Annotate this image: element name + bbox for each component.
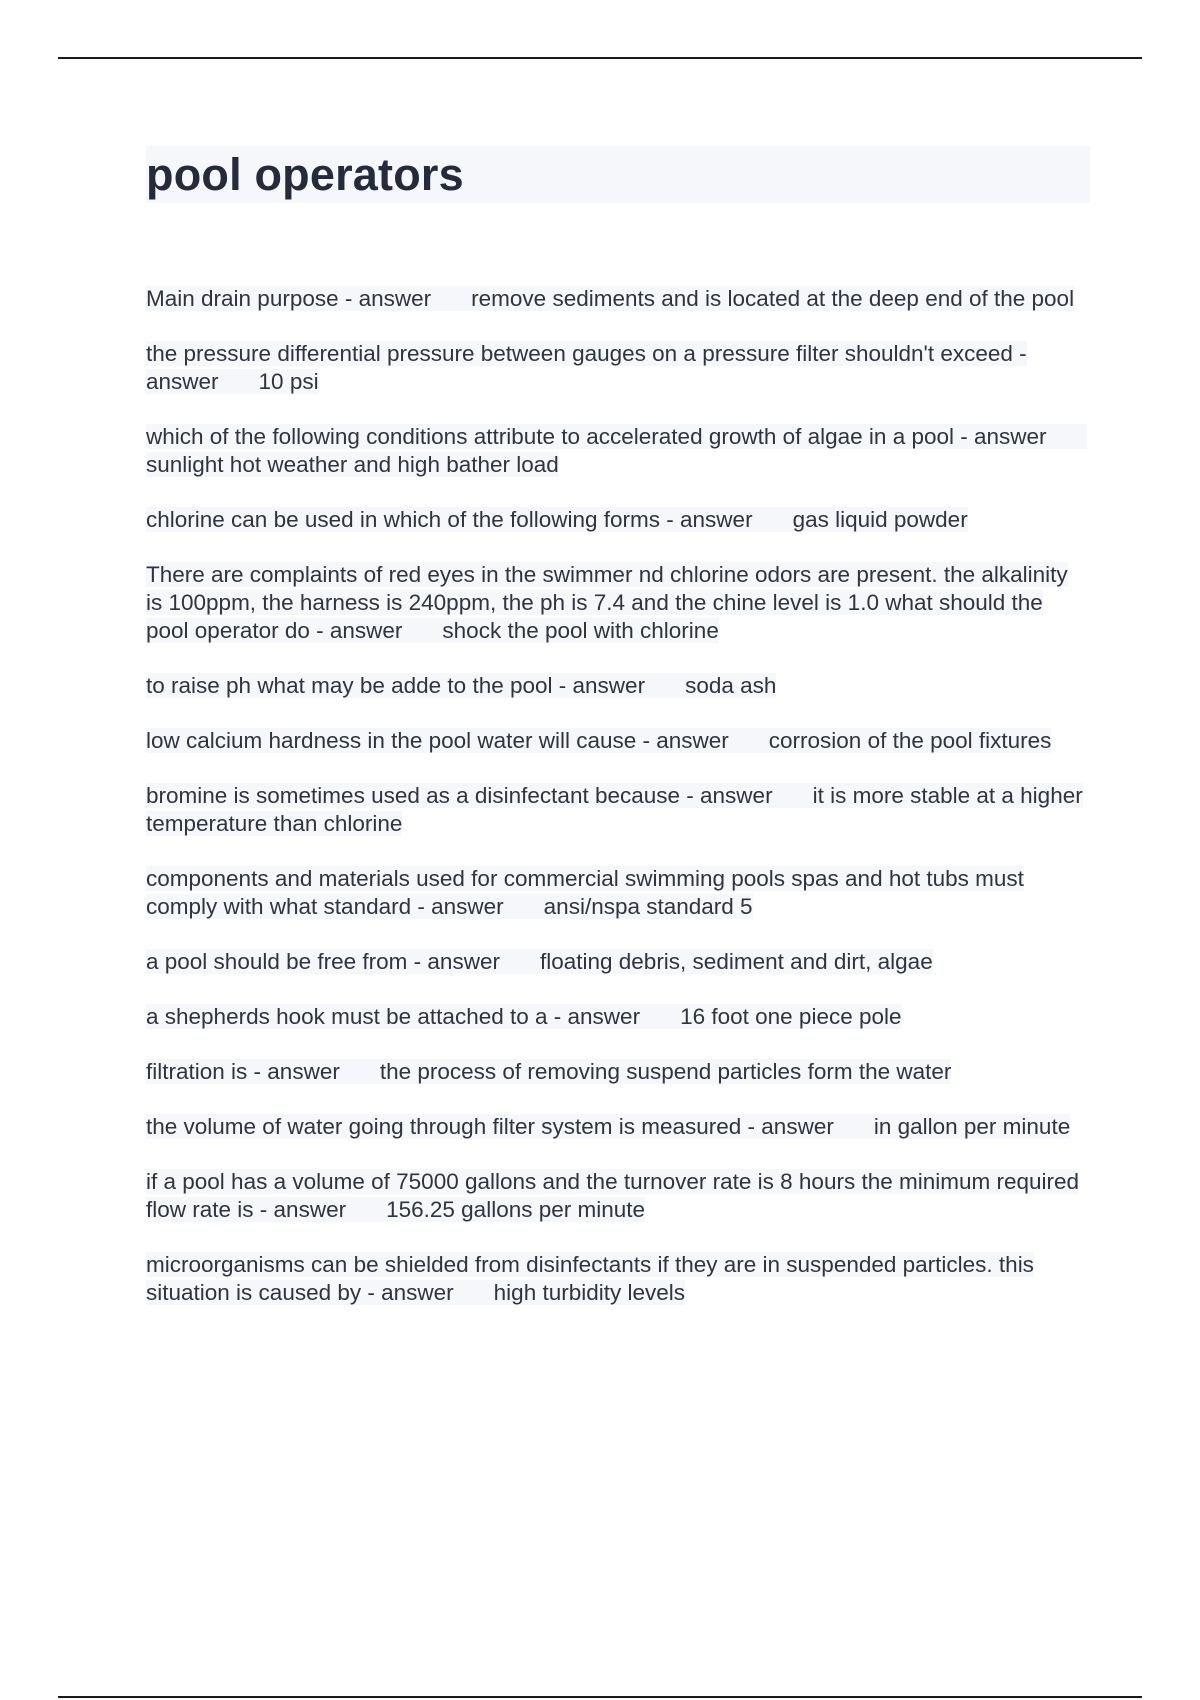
qa-answer: the process of removing suspend particles form the water: [379, 1059, 952, 1084]
qa-question: the volume of water going through filter system is measured: [146, 1114, 742, 1139]
qa-answer: floating debris, sediment and dirt, algae: [539, 949, 933, 974]
qa-answer: 156.25 gallons per minute: [386, 1197, 646, 1222]
bottom-divider: [58, 1696, 1142, 1698]
qa-item: There are complaints of red eyes in the swimmer nd chlorine odors are present. the alkalinity is 100ppm, the harness is 240ppm, the ph is 7.4 and the chine level is 1.0 what should the pool operator do - answer shock the pool with chlorine: [146, 562, 1068, 643]
qa-answer: shock the pool with chlorine: [442, 618, 719, 643]
qa-separator: answer: [146, 369, 219, 394]
qa-item: which of the following conditions attribute to accelerated growth of algae in a pool - answersunlight hot weather and high bather load: [146, 423, 1090, 479]
qa-answer: corrosion of the pool fixtures: [768, 728, 1052, 753]
qa-separator: answer: [680, 507, 753, 532]
qa-answer: 16 foot one piece pole: [680, 1004, 902, 1029]
qa-answer: in gallon per minute: [873, 1114, 1071, 1139]
qa-question: filtration is: [146, 1059, 248, 1084]
qa-separator: answer: [572, 673, 646, 698]
qa-question: if a pool has a volume of 75000 gallons and the turnover rate is 8 hours the minimum required flow rate is: [146, 1169, 1080, 1222]
qa-separator: answer: [567, 1004, 641, 1029]
qa-item: filtration is - answer the process of removing suspend particles form the water: [146, 1059, 952, 1084]
qa-list: [146, 285, 1090, 1307]
qa-item: to raise ph what may be adde to the pool - answer soda ash: [146, 673, 777, 698]
qa-answer: 10 psi: [258, 369, 319, 394]
document-body: [146, 146, 1090, 1334]
qa-answer: sunlight hot weather and high bather load: [146, 452, 559, 477]
qa-question: bromine is sometimes used as a disinfectant because: [146, 783, 681, 808]
qa-question: components and materials used for commercial swimming pools spas and hot tubs must comply with what standard: [146, 866, 1024, 919]
qa-question: a shepherds hook must be attached to a: [146, 1004, 548, 1029]
qa-separator: answer: [761, 1114, 834, 1139]
qa-answer: soda ash: [685, 673, 777, 698]
qa-separator: answer: [974, 424, 1047, 449]
qa-separator: answer: [273, 1197, 347, 1222]
qa-question: Main drain purpose: [146, 286, 339, 311]
qa-item: chlorine can be used in which of the following forms - answer gas liquid powder: [146, 507, 968, 532]
qa-question: microorganisms can be shielded from disinfectants if they are in suspended particles. this situation is caused by: [146, 1252, 1034, 1305]
qa-question: chlorine can be used in which of the following forms: [146, 507, 661, 532]
qa-question: to raise ph what may be adde to the pool: [146, 673, 553, 698]
qa-item: microorganisms can be shielded from disinfectants if they are in suspended particles. this situation is caused by - answer high turbidity levels: [146, 1252, 1034, 1305]
qa-item: if a pool has a volume of 75000 gallons and the turnover rate is 8 hours the minimum required flow rate is - answer 156.25 gallons per minute: [146, 1169, 1080, 1222]
qa-separator: answer: [329, 618, 403, 643]
qa-item: a pool should be free from - answer floating debris, sediment and dirt, algae: [146, 949, 933, 974]
qa-item: bromine is sometimes used as a disinfectant because - answer it is more stable at a higher temperature than chlorine: [146, 783, 1083, 836]
qa-item: the volume of water going through filter system is measured - answer in gallon per minute: [146, 1114, 1071, 1139]
qa-question: which of the following conditions attribute to accelerated growth of algae in a pool: [146, 424, 955, 449]
qa-separator: answer: [431, 894, 504, 919]
qa-question: low calcium hardness in the pool water will cause: [146, 728, 637, 753]
qa-separator: answer: [656, 728, 729, 753]
qa-item: low calcium hardness in the pool water will cause - answer corrosion of the pool fixtures: [146, 728, 1052, 753]
qa-separator: answer: [381, 1280, 454, 1305]
qa-answer: gas liquid powder: [792, 507, 968, 532]
qa-item: a shepherds hook must be attached to a - answer 16 foot one piece pole: [146, 1004, 902, 1029]
qa-separator: answer: [358, 286, 432, 311]
top-divider: [58, 57, 1142, 59]
qa-question: the pressure differential pressure between gauges on a pressure filter shouldn't exceed: [146, 341, 1013, 366]
qa-question: a pool should be free from: [146, 949, 408, 974]
qa-question: There are complaints of red eyes in the swimmer nd chlorine odors are present. the alkalinity is 100ppm, the harness is 240ppm, the ph is 7.4 and the chine level is 1.0 what should the pool operator do: [146, 562, 1068, 643]
qa-item: components and materials used for commercial swimming pools spas and hot tubs must comply with what standard - answer ansi/nspa standard 5: [146, 866, 1024, 919]
qa-separator: answer: [700, 783, 773, 808]
qa-answer: high turbidity levels: [493, 1280, 686, 1305]
page-title: pool operators: [146, 146, 1090, 203]
qa-answer: it is more stable at a higher temperature than chlorine: [146, 783, 1083, 836]
qa-item: the pressure differential pressure between gauges on a pressure filter shouldn't exceed - answer 10 psi: [146, 341, 1027, 394]
qa-item: Main drain purpose - answer remove sediments and is located at the deep end of the pool: [146, 286, 1075, 311]
qa-answer: remove sediments and is located at the deep end of the pool: [471, 286, 1075, 311]
qa-answer: ansi/nspa standard 5: [543, 894, 753, 919]
qa-separator: answer: [427, 949, 500, 974]
qa-separator: answer: [267, 1059, 340, 1084]
